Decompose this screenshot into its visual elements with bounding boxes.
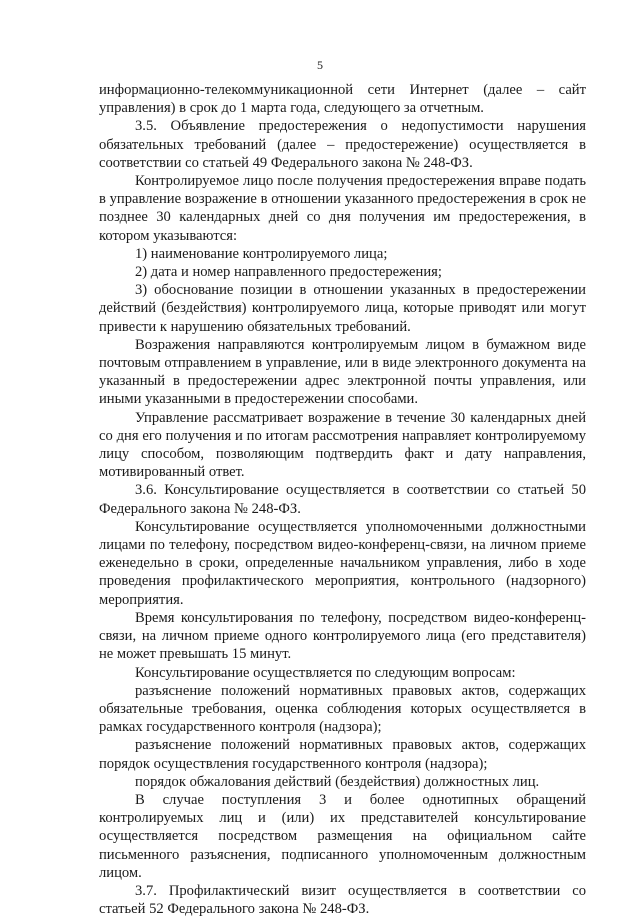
paragraph-consulting-methods: Консультирование осуществляется уполномоченными должностными лицами по телефону, посредством видео-конференц-связи, на личном приеме еженедельно в сроки, определенные начальником управления, либо в ходе проведения профилактического мероприятия, контрольного (надзорного) мероприятия. bbox=[99, 518, 586, 608]
paragraph-consulting-time: Время консультирования по телефону, посредством видео-конференц-связи, на личном приеме одного контролируемого лица (его представителя) не может превышать 15 минут. bbox=[99, 609, 586, 663]
paragraph-3-6: 3.6. Консультирование осуществляется в соответствии со статьей 50 Федерального закона № 248-ФЗ. bbox=[99, 482, 586, 517]
paragraph-consulting-topics: Консультирование осуществляется по следующим вопросам: bbox=[135, 664, 516, 681]
paragraph-objection-right: Контролируемое лицо после получения предостережения вправе подать в управление возражение в отношении указанного предостережения в срок не позднее 30 календарных дней со дня получения им предостережения, в котором указываются: bbox=[99, 173, 586, 244]
paragraph-objection-review: Управление рассматривает возражение в течение 30 календарных дней со дня его получения и по итогам рассмотрения направляет контролируемому лицу способом, позволяющим подтвердить факт и дату направления, мотивированный ответ. bbox=[99, 409, 586, 481]
document-body bbox=[99, 81, 586, 918]
paragraph-continuation: информационно-телекоммуникационной сети Интернет (далее – сайт управления) в срок до 1 марта года, следующего за отчетным. bbox=[99, 82, 586, 117]
topic-item-3: порядок обжалования действий (бездействия) должностных лиц. bbox=[135, 773, 540, 790]
list-item-3: 3) обоснование позиции в отношении указанных в предостережении действий (бездействия) контролируемого лица, которые приводят или могут привести к нарушению обязательных требований. bbox=[99, 282, 586, 335]
paragraph-3-5: 3.5. Объявление предостережения о недопустимости нарушения обязательных требований (далее – предостережение) осуществляется в соответствии со статьей 49 Федерального закона № 248-ФЗ. bbox=[99, 118, 586, 171]
list-item-2: 2) дата и номер направленного предостережения; bbox=[135, 264, 442, 281]
topic-item-1: разъяснение положений нормативных правовых актов, содержащих обязательные требования, оценка соблюдения которых осуществляется в рамках государственного контроля (надзора); bbox=[99, 682, 586, 736]
paragraph-objection-delivery: Возражения направляются контролируемым лицом в бумажном виде почтовым отправлением в управление, или в виде электронного документа на указанный в предостережении адрес электронной почты управления, или иными указанными в предостережении способами. bbox=[99, 336, 586, 408]
paragraph-3-7: 3.7. Профилактический визит осуществляется в соответствии со статьей 52 Федерального закона № 248-ФЗ. bbox=[99, 882, 586, 918]
topic-item-2: разъяснение положений нормативных правовых актов, содержащих порядок осуществления государственного контроля (надзора); bbox=[99, 737, 586, 772]
list-item-1: 1) наименование контролируемого лица; bbox=[135, 245, 388, 262]
paragraph-written-clarification: В случае поступления 3 и более однотипных обращений контролируемых лиц и (или) их представителей консультирование осуществляется посредством размещения на официальном сайте письменного разъяснения, подписанного уполномоченным должностным лицом. bbox=[99, 791, 586, 881]
page-number: 5 bbox=[317, 58, 323, 72]
